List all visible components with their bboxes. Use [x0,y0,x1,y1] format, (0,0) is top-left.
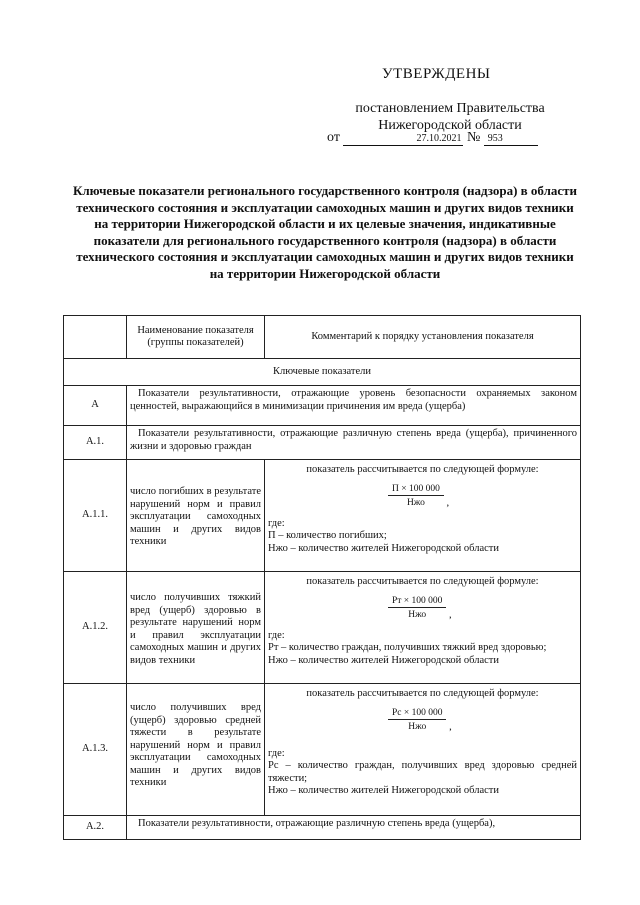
formula-comma: , [446,497,450,508]
indicator-comment [265,572,581,684]
table-row [64,816,581,840]
where-label: где: [268,747,285,759]
indicator-comment [265,460,581,572]
row-code: А [64,386,127,426]
formula-denominator: Нжо [406,498,425,508]
formula [388,595,446,622]
indicators-table [63,315,581,840]
row-code: А.2. [64,816,127,840]
row-text: Показатели результативности, отражающие уровень безопасности охраняемых законом ценностей, выражающийся в минимизации причинения им вреда (ущерба) [127,386,581,426]
row-text: Показатели результативности, отражающие различную степень вреда (ущерба), причиненного жизни и здоровью граждан [127,426,581,460]
document-title: Ключевые показатели регионального государственного контроля (надзора) в области технического состояния и эксплуатации самоходных машин и других видов техники на территории Нижегородской области и их целевые значения, индикативные показатели для регионального государственного контроля (надзора) в области технического состояния и эксплуатации самоходных машин и других видов техники на территории Нижегородской области [72,183,578,281]
header-comment-cell: Комментарий к порядку установления показателя [265,316,581,359]
indicator-comment [265,684,581,816]
formula-numerator: П × 100 000 [388,483,444,497]
formula-denominator: Нжо [408,722,427,732]
definition: Нжо – количество жителей Нижегородской области [268,542,499,554]
section-row [64,359,581,386]
definition: Нжо – количество жителей Нижегородской области [268,654,499,666]
section-title: Ключевые показатели [64,359,581,386]
formula-comma: , [449,721,452,732]
approval-line-1: постановлением Правительства [355,101,545,116]
definition: Рт – количество граждан, получивших тяжкий вред здоровью; [268,642,547,653]
indicator-name: число получивших вред (ущерб) здоровью средней тяжести в результате нарушений норм и правил эксплуатации самоходных машин и других видов техники [127,684,265,816]
number-prefix: № [466,130,481,145]
row-code: А.1.2. [64,572,127,684]
table-row [64,684,581,816]
formula [388,483,444,510]
table-row [64,572,581,684]
definition: Рс – количество граждан, получивших вред здоровью средней тяжести; [268,760,577,784]
table-row [64,426,581,460]
row-text: Показатели результативности, отражающие различную степень вреда (ущерба), [127,816,581,840]
row-code: А.1. [64,426,127,460]
indicator-name: число погибших в результате нарушений норм и правил эксплуатации самоходных машин и других видов техники [127,460,265,572]
formula-denominator: Нжо [408,610,427,620]
table-row [64,460,581,572]
where-label: где: [268,517,285,529]
indicator-name: число получивших тяжкий вред (ущерб) здоровью в результате нарушений норм и правил эксплуатации самоходных машин и других видов техники [127,572,265,684]
formula-numerator: Рс × 100 000 [388,707,446,721]
formula-intro: показатель рассчитывается по следующей формуле: [306,464,539,475]
formula-intro: показатель рассчитывается по следующей формуле: [306,688,539,699]
approval-date-line [327,130,538,146]
approval-date: 27.10.2021 [343,133,463,146]
where-label: где: [268,629,285,641]
definition: П – количество погибших; [268,530,387,541]
row-code: А.1.3. [64,684,127,816]
formula [388,707,446,734]
approval-block [330,66,570,134]
formula-numerator: Рт × 100 000 [388,595,446,609]
date-prefix: от [327,130,340,145]
formula-intro: показатель рассчитывается по следующей формуле: [306,576,539,587]
definition: Нжо – количество жителей Нижегородской области [268,785,499,796]
header-name-cell: Наименование показателя (группы показателей) [127,316,265,359]
table-header-row [64,316,581,359]
approval-line-2: Нижегородской области [378,118,522,133]
table-row [64,386,581,426]
approval-number: 953 [484,133,538,146]
approval-title: УТВЕРЖДЕНЫ [382,66,491,82]
formula-comma: , [449,609,452,620]
header-code-cell [64,316,127,359]
row-code: А.1.1. [64,460,127,572]
